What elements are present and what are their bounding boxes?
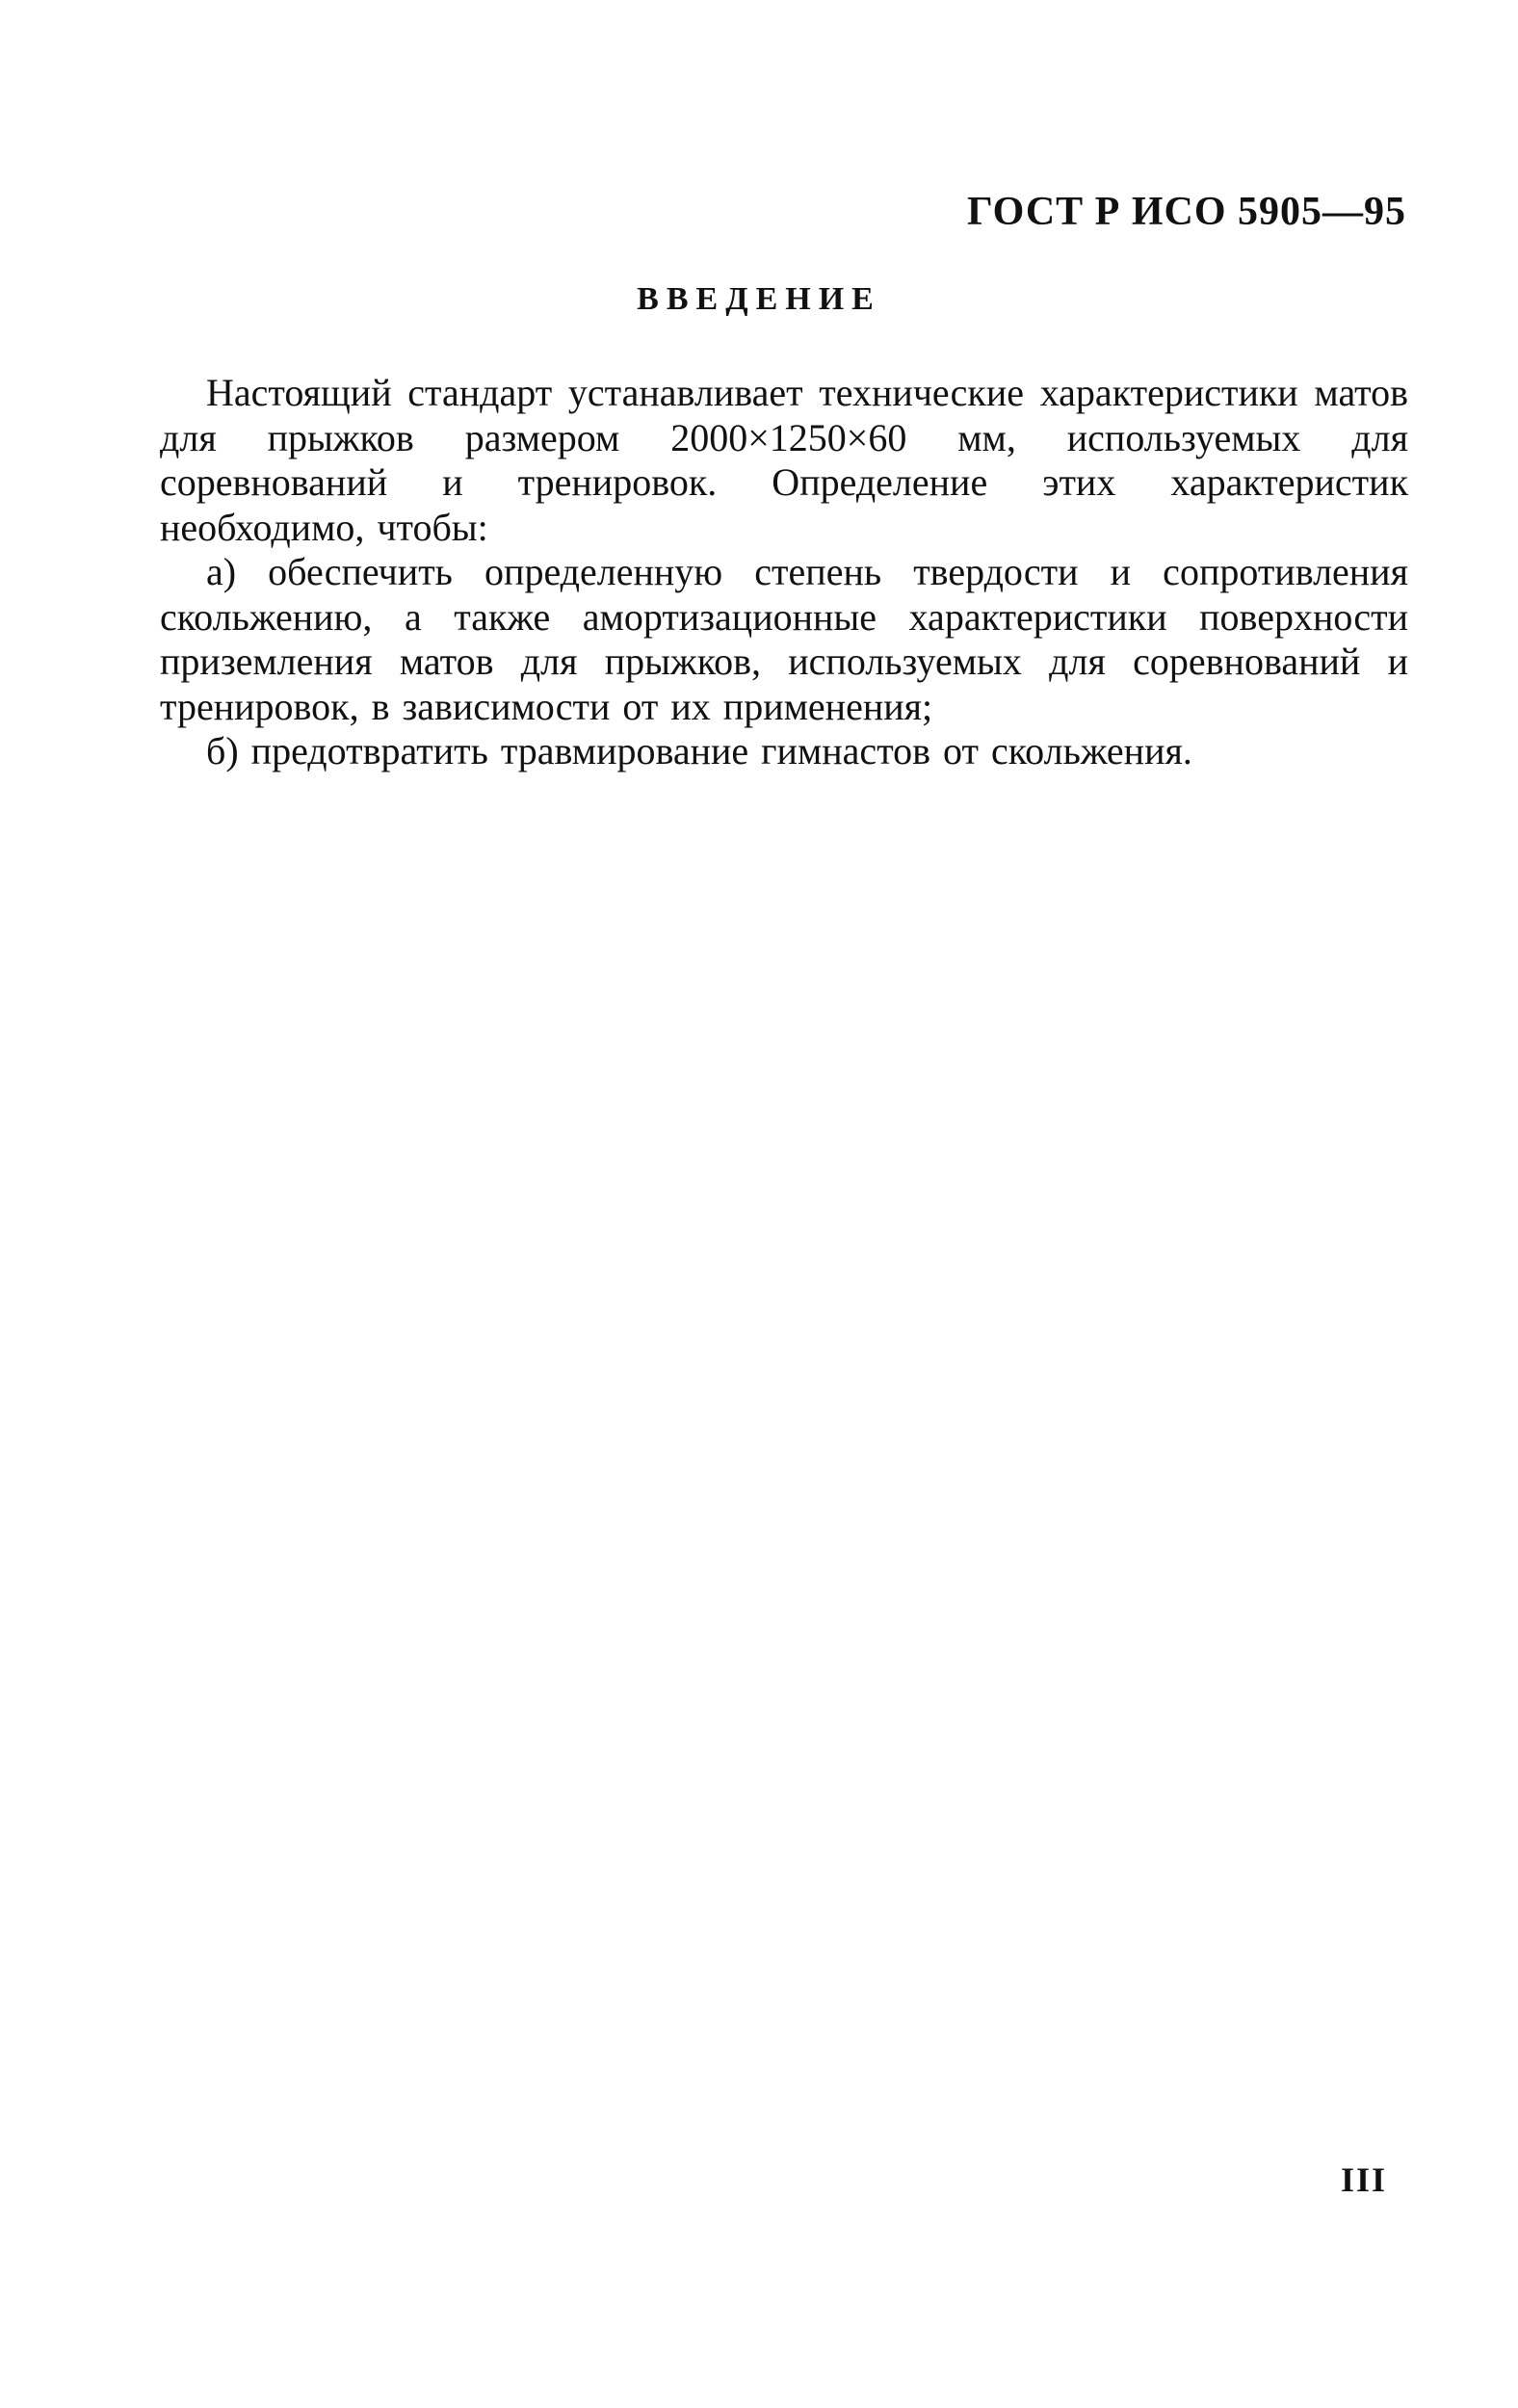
list-item-b: б) предотвратить травмирование гимнастов от скольжения. <box>206 729 1192 772</box>
document-code: ГОСТ Р ИСО 5905—95 <box>966 190 1406 234</box>
list-item-a: а) обеспечить определенную степень твердости и сопротивления скольжению, а также амортизационные характеристики поверхности приземления матов для прыжков, используемых для соревнований и тренировок, в зависимости от их применения; <box>160 550 1408 728</box>
intro-paragraph: Настоящий стандарт устанавливает технические характеристики матов для прыжков размером 2000×1250×60 мм, используемых для соревнований и тренировок. Определение этих характеристик необходимо, чтобы: <box>160 371 1408 549</box>
page-number: III <box>1340 2160 1387 2199</box>
section-title: ВВЕДЕНИЕ <box>637 281 881 317</box>
body-text <box>160 371 1408 774</box>
